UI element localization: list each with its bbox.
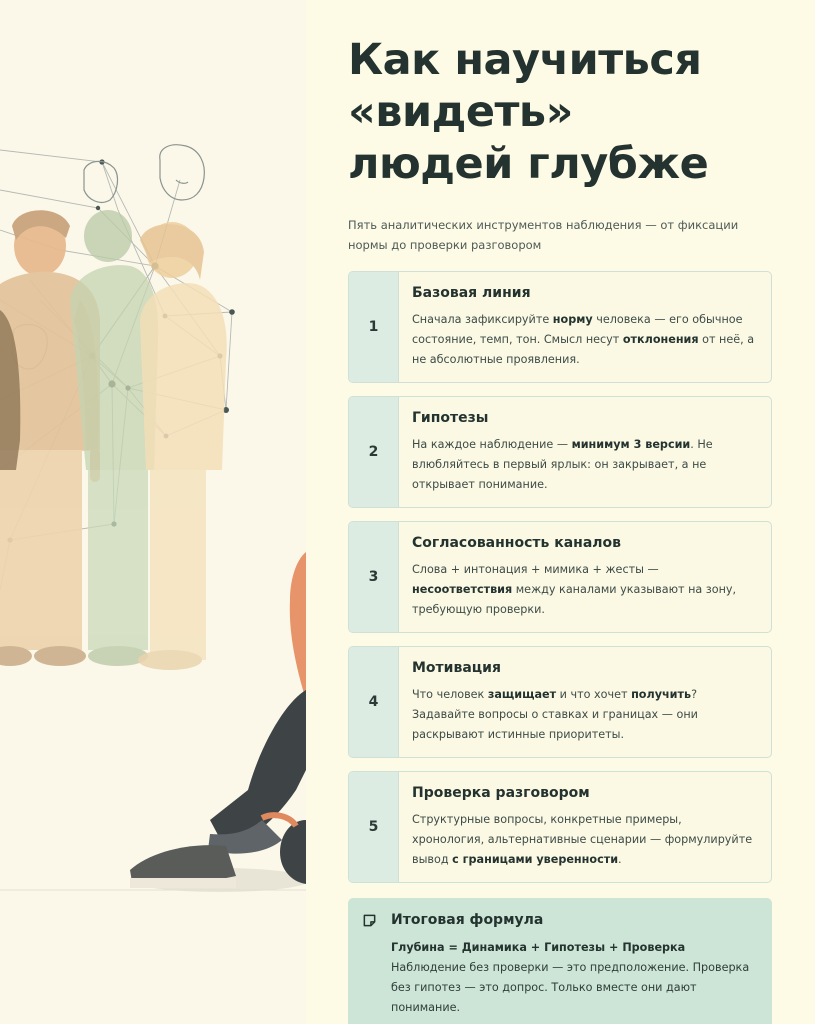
card-number: 1	[349, 272, 399, 382]
card-body	[399, 272, 771, 382]
card-text-segment: человека — его обычное состояние, темп, тон. Смысл несут	[412, 313, 743, 346]
card-text-emphasis: норму	[552, 313, 593, 326]
note-icon	[362, 913, 377, 928]
card-number: 3	[349, 522, 399, 632]
card-text	[412, 810, 757, 870]
card-text-segment: На каждое наблюдение —	[412, 438, 572, 451]
card-body	[399, 647, 771, 757]
card-text-emphasis: несоответствия	[412, 583, 513, 596]
tools-list	[348, 271, 773, 896]
tool-card	[348, 771, 772, 883]
card-title: Гипотезы	[412, 410, 489, 426]
hero-illustration	[0, 0, 306, 1024]
card-text-segment: между каналами указывают на зону, требующую проверки.	[412, 583, 737, 616]
card-title: Базовая линия	[412, 285, 531, 301]
card-text-emphasis: минимум 3 версии	[571, 438, 691, 451]
card-text-segment: Структурные вопросы, конкретные примеры, хронология, альтернативные сценарии — формулируйте вывод	[412, 813, 753, 866]
tool-card	[348, 646, 772, 758]
card-text-segment: Слова + интонация + мимика + жесты —	[412, 563, 659, 576]
card-body	[399, 397, 771, 507]
card-body	[399, 522, 771, 632]
card-text-segment: Сначала зафиксируйте	[412, 313, 553, 326]
card-text	[412, 435, 757, 495]
card-text	[412, 560, 757, 620]
card-title: Мотивация	[412, 660, 501, 676]
tool-card	[348, 396, 772, 508]
card-text	[412, 685, 757, 745]
card-number: 5	[349, 772, 399, 882]
card-text-emphasis: получить	[631, 688, 692, 701]
page-title: Как научиться «видеть» людей глубже	[348, 35, 709, 189]
card-text-segment: Что человек	[412, 688, 488, 701]
summary-box	[348, 898, 772, 1024]
content-panel	[306, 0, 815, 1024]
card-body	[399, 772, 771, 882]
card-number: 4	[349, 647, 399, 757]
card-text	[412, 310, 757, 370]
tool-card	[348, 521, 772, 633]
card-text-segment: от неё, а не абсолютные проявления.	[412, 333, 755, 366]
card-number: 2	[349, 397, 399, 507]
card-title: Проверка разговором	[412, 785, 590, 801]
tool-card	[348, 271, 772, 383]
summary-formula: Глубина = Динамика + Гипотезы + Проверка	[391, 941, 686, 954]
page-subtitle: Пять аналитических инструментов наблюдения — от фиксации нормы до проверки разговором	[348, 218, 739, 252]
card-title: Согласованность каналов	[412, 535, 622, 551]
card-text-segment: . Не влюбляйтесь в первый ярлык: он закрывает, а не открывает понимание.	[412, 438, 713, 491]
summary-text: Наблюдение без проверки — это предположение. Проверка без гипотез — это допрос. Только вместе они дают понимание.	[391, 961, 750, 1014]
card-text-emphasis: отклонения	[622, 333, 699, 346]
card-text-segment: и что хочет	[556, 688, 632, 701]
card-text-emphasis: защищает	[487, 688, 557, 701]
summary-title: Итоговая формула	[391, 912, 544, 928]
card-text-segment: ? Задавайте вопросы о ставках и границах — они раскрывают истинные приоритеты.	[412, 688, 698, 741]
card-text-segment: .	[618, 853, 622, 866]
card-text-emphasis: с границами уверенности	[452, 853, 619, 866]
